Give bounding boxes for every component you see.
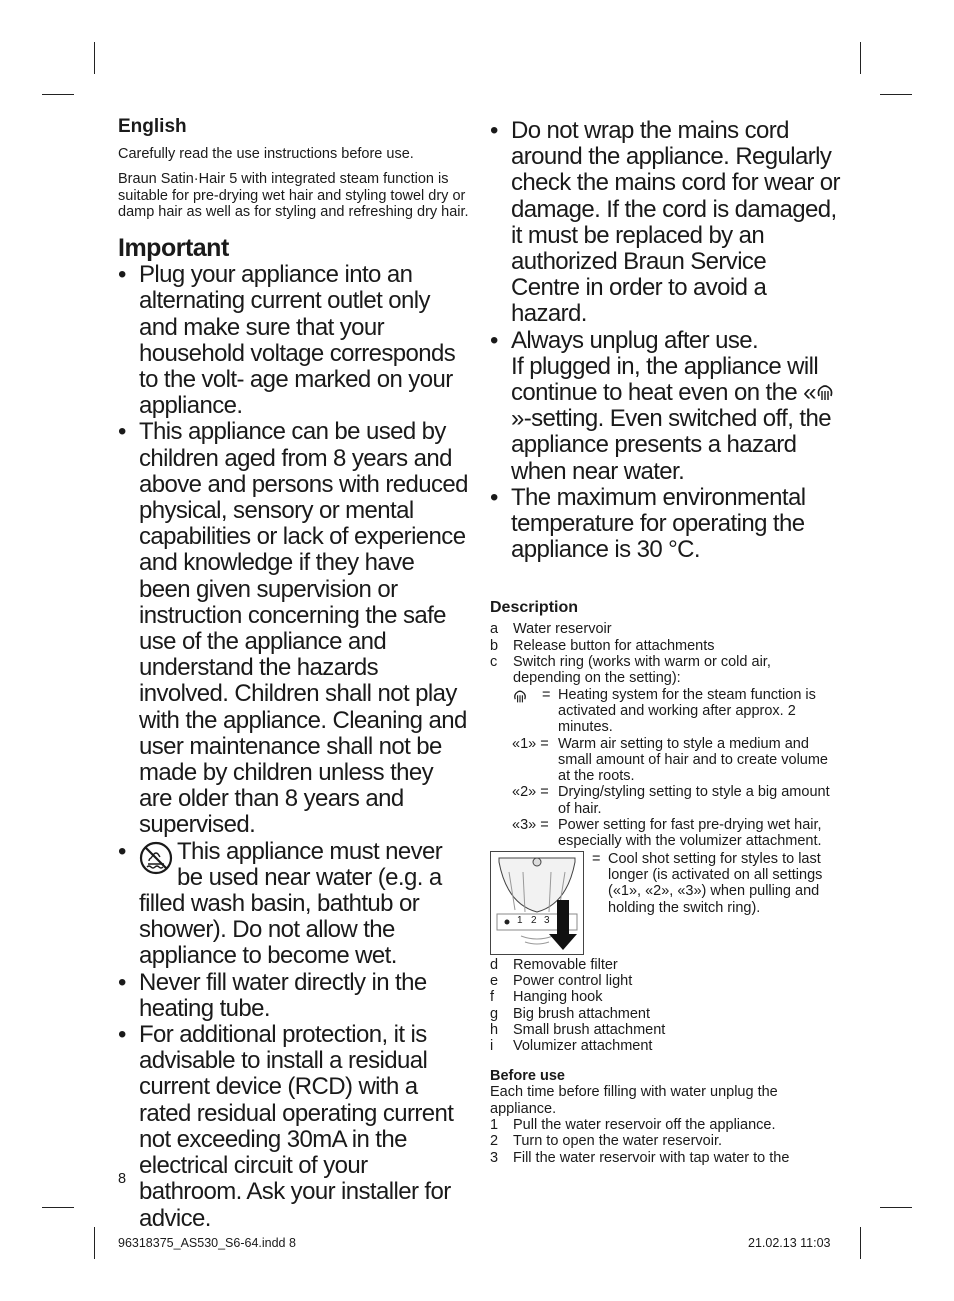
steam-icon (512, 688, 528, 704)
item-key: h (490, 1021, 499, 1038)
crop-mark (42, 1207, 74, 1208)
product-paragraph: Braun Satin·Hair 5 with integrated steam function is suitable for pre-drying wet hair and styling towel dry or damp hair as well as for styling and refreshing dry hair. (118, 171, 469, 220)
list-item (490, 1038, 840, 1054)
list-item: • Never fill water directly in the heating tube. (118, 970, 470, 1022)
list-item (490, 1150, 840, 1166)
crop-mark (880, 1207, 912, 1208)
list-item (490, 957, 840, 973)
setting-1 (490, 736, 840, 785)
cool-shot-block (490, 851, 840, 957)
crop-mark (42, 94, 74, 95)
step-number: 1 (490, 1116, 499, 1133)
item-text: Water reservoir (513, 621, 612, 638)
setting-eq: = (542, 686, 551, 703)
list-item (490, 1133, 840, 1149)
setting-3 (490, 817, 840, 850)
list-item: • Do not wrap the mains cord around the appliance. Regularly check the mains cord for wear or damage. If the cord is damaged, it must be replaced by an authorized Braun Service Centre in order to avoid a hazard. (490, 118, 840, 328)
right-column (490, 118, 840, 1166)
important-list (118, 262, 470, 1232)
page-number: 8 (118, 1171, 127, 1187)
item-key: e (490, 972, 499, 989)
item-key: b (490, 637, 499, 654)
important-heading: Important (118, 234, 229, 263)
setting-text: Drying/styling setting to style a big amount of hair. (558, 784, 830, 817)
setting-text: Warm air setting to style a medium and small amount of hair and to create volume at the roots. (558, 735, 828, 785)
cool-shot-text: Cool shot setting for styles to last longer (is activated on all settings («1», «2», «3») when pulling and holding the switch ring). (608, 850, 823, 916)
water-warning-text: This appliance must never be used near water (e.g. a filled wash basin, bathtub or shower). Do not allow the appliance to become wet. (139, 837, 443, 970)
item-key: g (490, 1005, 499, 1022)
setting-text: Power setting for fast pre-drying wet hair, especially with the volumizer attachment. (558, 817, 822, 850)
list-item: • This appliance can be used by children aged from 8 years and above and persons with reduced physical, sensory or mental capabilities or lack of experience and knowledge if they have been given supervision or instruction concerning the safe use of the appliance and understand the hazards involved. Children shall not play with the appliance. Cleaning and user maintenance shall not be made by children unless they are older than 8 years and supervised. (118, 419, 470, 838)
left-column (118, 116, 470, 1232)
item-key: c (490, 654, 498, 671)
list-item: • For additional protection, it is advisable to install a residual current device (RCD) with a rated residual operating current not exceeding 30mA in the electrical circuit of your bathroom. Ask your installer for advice. (118, 1022, 470, 1232)
list-item (490, 328, 840, 485)
step-number: 2 (490, 1133, 499, 1150)
item-text: Power control light (513, 972, 633, 989)
item-key: a (490, 621, 499, 638)
list-item (490, 1117, 840, 1133)
step-text: Pull the water reservoir off the appliance. (513, 1116, 776, 1133)
list-item: • Plug your appliance into an alternating current outlet only and make sure that your household voltage corresponds to the volt- age marked on your appliance. (118, 262, 470, 419)
list-item (490, 1006, 840, 1022)
crop-mark (94, 42, 95, 74)
item-text: Switch ring (works with warm or cold air, depending on the setting): (513, 654, 771, 687)
setting-steam (490, 687, 840, 736)
item-key: i (490, 1038, 494, 1055)
setting-key: «3» = (512, 817, 549, 834)
step-text: Fill the water reservoir with tap water to the (513, 1149, 790, 1166)
item-text: Release button for attachments (513, 637, 715, 654)
step-text: Turn to open the water reservoir. (513, 1133, 723, 1150)
item-key: f (490, 989, 495, 1006)
unplug-text-end: »-setting. Even switched off, the appliance presents a hazard when near water. (511, 405, 831, 485)
language-heading: English (118, 116, 187, 137)
ring-label-2: 2 (531, 914, 537, 926)
setting-2 (490, 784, 840, 817)
item-key: d (490, 956, 499, 973)
slug-date: 21.02.13 11:03 (748, 1236, 831, 1250)
list-item (490, 621, 840, 637)
item-text: Hanging hook (513, 989, 603, 1006)
before-use-heading: Before use (490, 1068, 565, 1085)
unplug-heading: Always unplug after use. (511, 326, 759, 354)
list-item (490, 638, 840, 654)
item-text: Removable filter (513, 956, 618, 973)
description-list-continued (490, 957, 840, 1055)
item-text: Small brush attachment (513, 1021, 666, 1038)
ring-label-1: 1 (517, 914, 523, 926)
description-heading: Description (490, 599, 579, 617)
important-list-continued (490, 118, 840, 563)
switch-ring-drawing (491, 852, 583, 954)
list-item: • The maximum environmental temperature for operating the appliance is 30 °C. (490, 485, 840, 564)
list-item (490, 973, 840, 989)
list-item (490, 1022, 840, 1038)
list-item (490, 989, 840, 1005)
slug-file: 96318375_AS530_S6-64.indd 8 (118, 1236, 296, 1250)
cool-shot-text-block (592, 851, 848, 916)
crop-mark (860, 42, 861, 74)
step-number: 3 (490, 1149, 499, 1166)
ring-label-3: 3 (544, 914, 550, 926)
list-item (118, 839, 470, 970)
setting-key: «2» = (512, 784, 549, 801)
steam-icon (816, 382, 834, 402)
crop-mark (860, 1227, 861, 1259)
crop-mark (880, 94, 912, 95)
item-text: Big brush attachment (513, 1005, 651, 1022)
crop-mark (94, 1227, 95, 1259)
unplug-text-start: If plugged in, the appliance will continue to heat even on the « (511, 352, 819, 407)
item-text: Volumizer attachment (513, 1038, 653, 1055)
switch-ring-illustration (490, 851, 584, 955)
setting-key: «1» = (512, 735, 549, 752)
no-water-hazard-icon (139, 841, 173, 875)
intro-paragraph: Carefully read the use instructions before use. (118, 146, 414, 162)
cool-shot-eq: = (592, 850, 601, 867)
before-use-intro: Each time before filling with water unplug the appliance. (490, 1084, 778, 1117)
list-item (490, 654, 840, 687)
steps-list (490, 1117, 840, 1166)
description-list (490, 621, 840, 686)
setting-text: Heating system for the steam function is activated and working after approx. 2 minutes. (558, 686, 816, 736)
